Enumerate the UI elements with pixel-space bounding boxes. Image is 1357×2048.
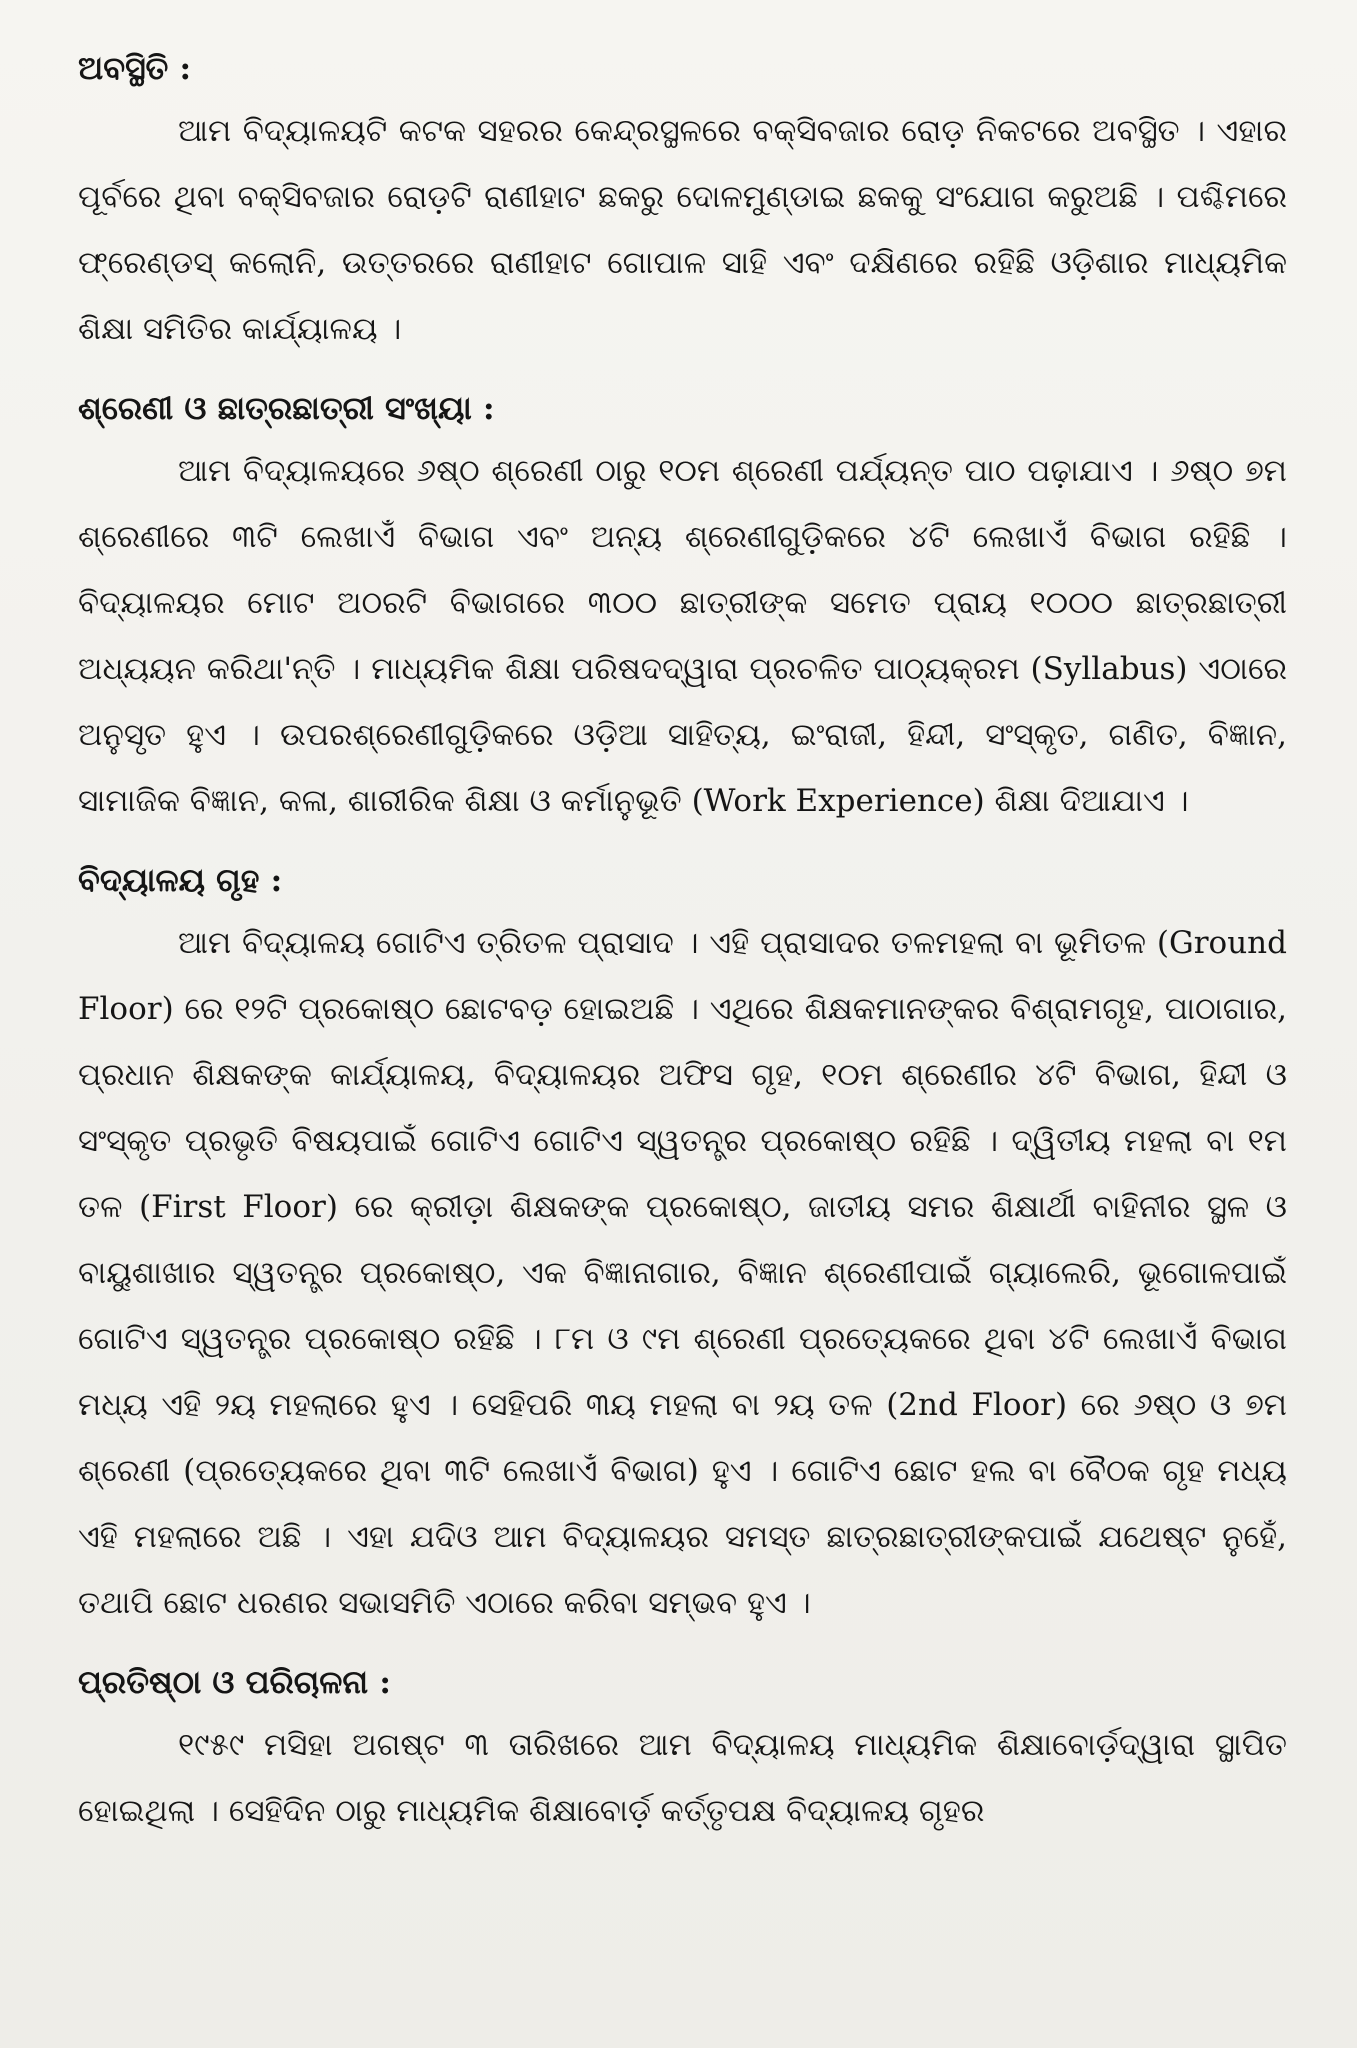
section-heading: ପ୍ରତିଷ୍ଠା ଓ ପରିଚାଳନା : <box>78 1663 392 1701</box>
section-heading: ଶ୍ରେଣୀ ଓ ଛାତ୍ରଛାତ୍ରୀ ସଂଖ୍ୟା : <box>78 389 495 427</box>
section-location <box>78 42 1287 362</box>
section-paragraph: ଆମ ବିଦ୍ୟାଳୟଟି କଟକ ସହରର କେନ୍ଦ୍ରସ୍ଥଳରେ ବକ୍ସିବଜାର ରୋଡ଼ ନିକଟରେ ଅବସ୍ଥିତ । ଏହାର ପୂର୍ବରେ ଥିବା ବକ୍ସିବଜାର ରୋଡ଼ଟି ରାଣୀହାଟ ଛକରୁ ଦୋଳମୁଣ୍ଡାଇ ଛକକୁ ସଂଯୋଗ କରୁଅଛି । ପଶ୍ଚିମରେ ଫ୍ରେଣ୍ଡସ୍ କଲୋନି, ଉତ୍ତରରେ ରାଣୀହାଟ ଗୋପାଳ ସାହି ଏବଂ ଦକ୍ଷିଣରେ ରହିଛି ଓଡ଼ିଶାର ମାଧ୍ୟମିକ ଶିକ୍ଷା ସମିତିର କାର୍ଯ୍ୟାଳୟ । <box>78 113 1287 347</box>
section-paragraph: ୧୯୫୯ ମସିହା ଅଗଷ୍ଟ ୩ ତାରିଖରେ ଆମ ବିଦ୍ୟାଳୟ ମାଧ୍ୟମିକ ଶିକ୍ଷାବୋର୍ଡ଼ଦ୍ୱାରା ସ୍ଥାପିତ ହୋଇଥିଲା । ସେହିଦିନ ଠାରୁ ମାଧ୍ୟମିକ ଶିକ୍ଷାବୋର୍ଡ଼ କର୍ତ୍ତୃପକ୍ଷ ବିଦ୍ୟାଳୟ ଗୃହର <box>78 1727 1287 1829</box>
section-establishment <box>78 1656 1287 1844</box>
section-school-building <box>78 854 1287 1636</box>
section-heading: ବିଦ୍ୟାଳୟ ଗୃହ : <box>78 861 283 899</box>
section-classes-students <box>78 382 1287 834</box>
section-paragraph: ଆମ ବିଦ୍ୟାଳୟରେ ୬ଷ୍ଠ ଶ୍ରେଣୀ ଠାରୁ ୧୦ମ ଶ୍ରେଣୀ ପର୍ଯ୍ୟନ୍ତ ପାଠ ପଢ଼ାଯାଏ । ୬ଷ୍ଠ ୭ମ ଶ୍ରେଣୀରେ ୩ଟି ଲେଖାଏଁ ବିଭାଗ ଏବଂ ଅନ୍ୟ ଶ୍ରେଣୀଗୁଡ଼ିକରେ ୪ଟି ଲେଖାଏଁ ବିଭାଗ ରହିଛି । ବିଦ୍ୟାଳୟର ମୋଟ ଅଠରଟି ବିଭାଗରେ ୩୦୦ ଛାତ୍ରୀଙ୍କ ସମେତ ପ୍ରାୟ ୧୦୦୦ ଛାତ୍ରଛାତ୍ରୀ ଅଧ୍ୟୟନ କରିଥା'ନ୍ତି । ମାଧ୍ୟମିକ ଶିକ୍ଷା ପରିଷଦଦ୍ୱାରା ପ୍ରଚଳିତ ପାଠ୍ୟକ୍ରମ (Syllabus) ଏଠାରେ ଅନୁସୃତ ହୁଏ । ଉପରଶ୍ରେଣୀଗୁଡ଼ିକରେ ଓଡ଼ିଆ ସାହିତ୍ୟ, ଇଂରାଜୀ, ହିନ୍ଦୀ, ସଂସ୍କୃତ, ଗଣିତ, ବିଜ୍ଞାନ, ସାମାଜିକ ବିଜ୍ଞାନ, କଳା, ଶାରୀରିକ ଶିକ୍ଷା ଓ କର୍ମାନୁଭୂତି (Work Experience) ଶିକ୍ଷା ଦିଆଯାଏ । <box>78 453 1287 819</box>
section-paragraph: ଆମ ବିଦ୍ୟାଳୟ ଗୋଟିଏ ତ୍ରିତଳ ପ୍ରାସାଦ । ଏହି ପ୍ରାସାଦର ତଳମହଲା ବା ଭୂମିତଳ (Ground Floor) ରେ ୧୨ଟି ପ୍ରକୋଷ୍ଠ ଛୋଟବଡ଼ ହୋଇଅଛି । ଏଥିରେ ଶିକ୍ଷକମାନଙ୍କର ବିଶ୍ରାମଗୃହ, ପାଠାଗାର, ପ୍ରଧାନ ଶିକ୍ଷକଙ୍କ କାର୍ଯ୍ୟାଳୟ, ବିଦ୍ୟାଳୟର ଅଫିସ ଗୃହ, ୧୦ମ ଶ୍ରେଣୀର ୪ଟି ବିଭାଗ, ହିନ୍ଦୀ ଓ ସଂସ୍କୃତ ପ୍ରଭୃତି ବିଷୟପାଇଁ ଗୋଟିଏ ଗୋଟିଏ ସ୍ୱତନ୍ତ୍ର ପ୍ରକୋଷ୍ଠ ରହିଛି । ଦ୍ୱିତୀୟ ମହଲା ବା ୧ମ ତଳ (First Floor) ରେ କ୍ରୀଡ଼ା ଶିକ୍ଷକଙ୍କ ପ୍ରକୋଷ୍ଠ, ଜାତୀୟ ସମର ଶିକ୍ଷାର୍ଥୀ ବାହିନୀର ସ୍ଥଳ ଓ ବାୟୁଶାଖାର ସ୍ୱତନ୍ତ୍ର ପ୍ରକୋଷ୍ଠ, ଏକ ବିଜ୍ଞାନାଗାର, ବିଜ୍ଞାନ ଶ୍ରେଣୀପାଇଁ ଗ୍ୟାଲେରି, ଭୂଗୋଳପାଇଁ ଗୋଟିଏ ସ୍ୱତନ୍ତ୍ର ପ୍ରକୋଷ୍ଠ ରହିଛି । ୮ମ ଓ ୯ମ ଶ୍ରେଣୀ ପ୍ରତ୍ୟେକରେ ଥିବା ୪ଟି ଲେଖାଏଁ ବିଭାଗ ମଧ୍ୟ ଏହି ୨ୟ ମହଲାରେ ହୁଏ । ସେହିପରି ୩ୟ ମହଲା ବା ୨ୟ ତଳ (2nd Floor) ରେ ୬ଷ୍ଠ ଓ ୭ମ ଶ୍ରେଣୀ (ପ୍ରତ୍ୟେକରେ ଥିବା ୩ଟି ଲେଖାଏଁ ବିଭାଗ) ହୁଏ । ଗୋଟିଏ ଛୋଟ ହଲ ବା ବୈଠକ ଗୃହ ମଧ୍ୟ ଏହି ମହଲାରେ ଅଛି । ଏହା ଯଦିଓ ଆମ ବିଦ୍ୟାଳୟର ସମସ୍ତ ଛାତ୍ରଛାତ୍ରୀଙ୍କପାଇଁ ଯଥେଷ୍ଟ ନୁହେଁ, ତଥାପି ଛୋଟ ଧରଣର ସଭାସମିତି ଏଠାରେ କରିବା ସମ୍ଭବ ହୁଏ । <box>78 925 1287 1621</box>
section-heading: ଅବସ୍ଥିତି : <box>78 49 192 87</box>
